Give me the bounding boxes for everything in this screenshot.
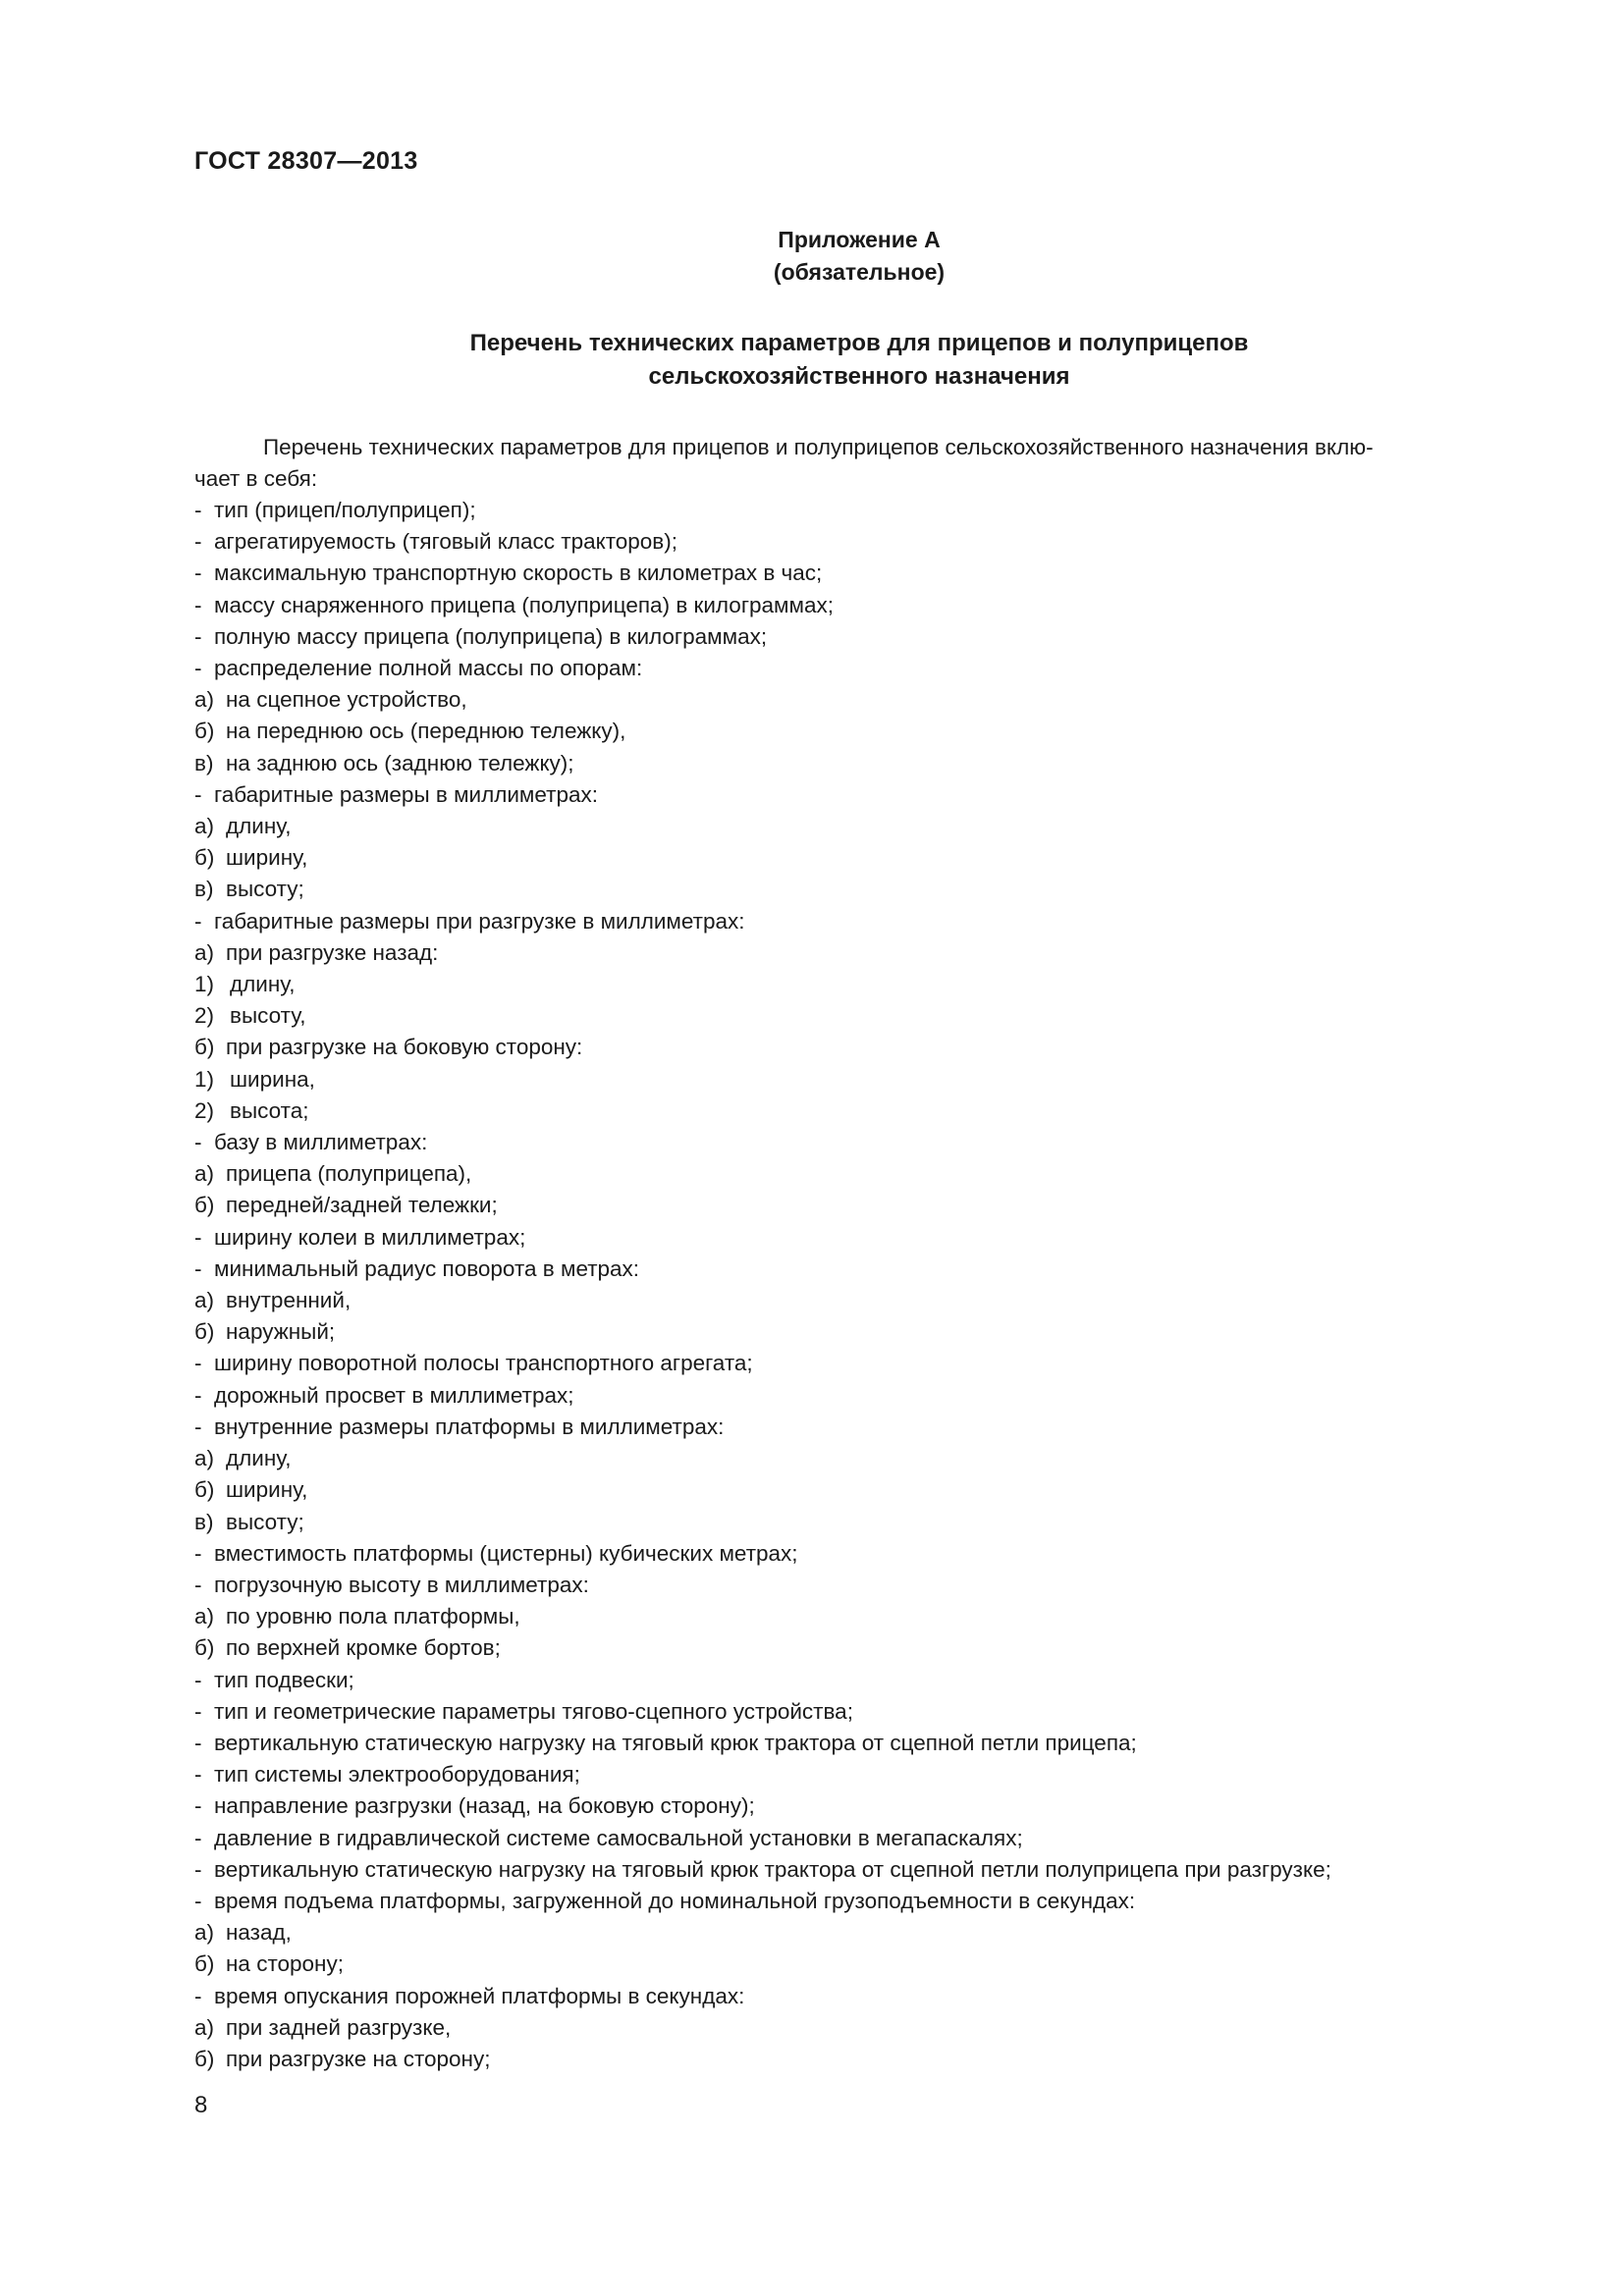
list-item-text: длину, <box>230 972 296 997</box>
list-marker: б) <box>194 2046 215 2071</box>
appendix-status: (обязательное) <box>773 259 946 285</box>
list-item <box>194 1538 1569 1570</box>
list-item-text: высоту, <box>230 1003 306 1029</box>
list-item-text: базу в миллиметрах: <box>214 1130 428 1155</box>
list-item-text: направление разгрузки (назад, на боковую сторону); <box>214 1793 755 1819</box>
list-marker: - <box>194 1255 202 1281</box>
list-item-text: длину, <box>226 1446 292 1471</box>
list-item-text: на заднюю ось (заднюю тележку); <box>226 750 574 775</box>
list-item-text: на переднюю ось (переднюю тележку), <box>226 719 626 744</box>
list-marker: - <box>194 1762 202 1788</box>
list-item-text: при разгрузке на боковую сторону: <box>226 1035 583 1060</box>
sub-list-item <box>194 2044 1569 2075</box>
list-marker: - <box>194 1667 202 1692</box>
sub-list-item <box>194 969 1569 1000</box>
sub-list-item <box>194 1000 1569 1032</box>
sub-list-item <box>194 811 1569 842</box>
list-item-text: по уровню пола платформы, <box>226 1604 520 1629</box>
sub-list-item <box>194 1285 1569 1316</box>
intro-line-2: чает в себя: <box>194 466 318 492</box>
sub-list-item <box>194 1032 1569 1063</box>
list-item <box>194 1665 1569 1696</box>
list-item <box>194 1790 1569 1822</box>
sub-list-item <box>194 1601 1569 1632</box>
list-marker: а) <box>194 687 215 713</box>
list-marker: 2) <box>194 1003 215 1029</box>
list-item-text: давление в гидравлической системе самосвальной установки в мегапаскалях; <box>214 1825 1023 1850</box>
sub-list-item <box>194 1632 1569 1664</box>
list-marker: - <box>194 1730 202 1755</box>
list-marker: 1) <box>194 972 215 997</box>
list-marker: - <box>194 781 202 807</box>
list-marker: б) <box>194 1193 215 1218</box>
list-marker: б) <box>194 1319 215 1345</box>
list-item-text: ширину, <box>226 845 308 871</box>
list-marker: б) <box>194 719 215 744</box>
list-item-text: по верхней кромке бортов; <box>226 1635 501 1661</box>
list-marker: а) <box>194 1161 215 1187</box>
sub-list-item <box>194 937 1569 969</box>
list-item-text: время опускания порожней платформы в секундах: <box>214 1983 745 2008</box>
list-marker: - <box>194 1414 202 1439</box>
list-item <box>194 779 1569 811</box>
list-marker: а) <box>194 1446 215 1471</box>
list-marker: - <box>194 1572 202 1597</box>
list-item <box>194 906 1569 937</box>
list-marker: 1) <box>194 1066 215 1092</box>
list-item <box>194 590 1569 621</box>
list-marker: а) <box>194 1288 215 1313</box>
list-item-text: длину, <box>226 814 292 839</box>
sub-list-item <box>194 842 1569 874</box>
sub-list-item <box>194 1474 1569 1506</box>
sub-list-item <box>194 2012 1569 2044</box>
list-marker: а) <box>194 814 215 839</box>
sub-list-item <box>194 1949 1569 1980</box>
section-title <box>0 327 1624 394</box>
list-item <box>194 1570 1569 1601</box>
list-item-text: тип (прицеп/полуприцеп); <box>214 498 476 522</box>
list-marker: - <box>194 1224 202 1250</box>
list-item-text: минимальный радиус поворота в метрах: <box>214 1255 640 1281</box>
list-item <box>194 1854 1569 1886</box>
sub-list-item <box>194 1507 1569 1538</box>
document-code: ГОСТ 28307—2013 <box>194 147 418 175</box>
list-item-text: высоту; <box>226 1509 304 1534</box>
list-item-text: ширину поворотной полосы транспортного агрегата; <box>214 1351 753 1376</box>
list-item-text: вместимость платформы (цистерны) кубических метрах; <box>214 1540 798 1566</box>
list-item-text: на сцепное устройство, <box>226 687 467 713</box>
list-item-text: время подъема платформы, загруженной до номинальной грузоподъемности в секундах: <box>214 1888 1136 1913</box>
list-item-text: передней/задней тележки; <box>226 1193 498 1218</box>
list-item-text: максимальную транспортную скорость в километрах в час; <box>214 561 823 586</box>
list-item-text: высота; <box>230 1097 309 1123</box>
list-marker: - <box>194 623 202 649</box>
list-marker: - <box>194 1130 202 1155</box>
sub-list-item <box>194 1316 1569 1348</box>
list-marker: а) <box>194 1604 215 1629</box>
list-item-text: при разгрузке на сторону; <box>226 2046 491 2071</box>
list-marker: б) <box>194 1477 215 1503</box>
list-marker: - <box>194 908 202 934</box>
list-item-text: габаритные размеры при разгрузке в миллиметрах: <box>214 908 745 934</box>
list-marker: - <box>194 1698 202 1724</box>
list-marker: б) <box>194 1035 215 1060</box>
list-item-text: тип системы электрооборудования; <box>214 1762 580 1788</box>
sub-list-item <box>194 1095 1569 1127</box>
list-marker: а) <box>194 939 215 965</box>
list-marker: - <box>194 529 202 555</box>
list-item-text: ширину колеи в миллиметрах; <box>214 1224 526 1250</box>
section-title-line-2: сельскохозяйственного назначения <box>648 363 1070 390</box>
sub-list-item <box>194 716 1569 747</box>
list-item <box>194 495 1569 526</box>
section-title-line-1: Перечень технических параметров для прицепов и полуприцепов <box>469 330 1249 356</box>
list-item-text: на сторону; <box>226 1951 344 1977</box>
list-marker: - <box>194 592 202 617</box>
list-item-text: вертикальную статическую нагрузку на тяговый крюк трактора от сцепной петли полуприцепа при разгрузке; <box>214 1856 1331 1882</box>
list-marker: - <box>194 561 202 586</box>
list-marker: - <box>194 1983 202 2008</box>
list-item <box>194 1412 1569 1443</box>
list-marker: в) <box>194 1509 214 1534</box>
list-item-text: агрегатируемость (тяговый класс тракторов); <box>214 529 677 555</box>
list-marker: б) <box>194 1635 215 1661</box>
list-item-text: распределение полной массы по опорам: <box>214 656 643 681</box>
list-marker: - <box>194 1351 202 1376</box>
list-item-text: внутренний, <box>226 1288 352 1313</box>
list-marker: в) <box>194 750 214 775</box>
list-item <box>194 653 1569 684</box>
list-marker: - <box>194 1540 202 1566</box>
sub-list-item <box>194 748 1569 779</box>
list-item-text: вертикальную статическую нагрузку на тяговый крюк трактора от сцепной петли прицепа; <box>214 1730 1137 1755</box>
list-item-text: погрузочную высоту в миллиметрах: <box>214 1572 589 1597</box>
appendix-title: Приложение А <box>778 227 941 252</box>
list-item-text: наружный; <box>226 1319 336 1345</box>
list-item <box>194 1759 1569 1790</box>
list-item <box>194 1254 1569 1285</box>
list-item <box>194 1380 1569 1412</box>
list-marker: - <box>194 1793 202 1819</box>
list-item <box>194 1981 1569 2012</box>
list-item-text: назад, <box>226 1920 292 1946</box>
intro-paragraph <box>194 432 1522 495</box>
page-number: 8 <box>194 2092 208 2118</box>
sub-list-item <box>194 874 1569 905</box>
list-marker: - <box>194 1856 202 1882</box>
sub-list-item <box>194 1190 1569 1221</box>
list-item-text: внутренние размеры платформы в миллиметрах: <box>214 1414 725 1439</box>
list-item <box>194 1886 1569 1917</box>
sub-list-item <box>194 1064 1569 1095</box>
list-item <box>194 1348 1569 1379</box>
list-item <box>194 1728 1569 1759</box>
sub-list-item <box>194 1443 1569 1474</box>
sub-list-item <box>194 684 1569 716</box>
list-marker: - <box>194 1888 202 1913</box>
list-item-text: тип и геометрические параметры тягово-сцепного устройства; <box>214 1698 853 1724</box>
list-item-text: ширину, <box>226 1477 308 1503</box>
list-item-text: тип подвески; <box>214 1667 354 1692</box>
list-marker: - <box>194 1382 202 1408</box>
list-marker: - <box>194 1825 202 1850</box>
list-item-text: дорожный просвет в миллиметрах; <box>214 1382 574 1408</box>
list-marker: а) <box>194 2014 215 2040</box>
parameter-list <box>194 495 1569 2075</box>
list-marker: б) <box>194 845 215 871</box>
list-item-text: высоту; <box>226 877 304 902</box>
list-marker: - <box>194 498 202 522</box>
list-item <box>194 621 1569 653</box>
sub-list-item <box>194 1158 1569 1190</box>
list-marker: а) <box>194 1920 215 1946</box>
list-item-text: габаритные размеры в миллиметрах: <box>214 781 599 807</box>
list-item <box>194 1823 1569 1854</box>
list-item-text: прицепа (полуприцепа), <box>226 1161 472 1187</box>
list-item <box>194 526 1569 558</box>
list-marker: в) <box>194 877 214 902</box>
sub-list-item <box>194 1917 1569 1949</box>
list-item-text: полную массу прицепа (полуприцепа) в килограммах; <box>214 623 768 649</box>
list-marker: - <box>194 656 202 681</box>
list-item <box>194 1696 1569 1728</box>
list-marker: 2) <box>194 1097 215 1123</box>
list-item-text: массу снаряженного прицепа (полуприцепа) в килограммах; <box>214 592 835 617</box>
list-item <box>194 558 1569 589</box>
list-item-text: при разгрузке назад: <box>226 939 439 965</box>
list-marker: б) <box>194 1951 215 1977</box>
list-item-text: при задней разгрузке, <box>226 2014 452 2040</box>
list-item-text: ширина, <box>230 1066 315 1092</box>
intro-line-1: Перечень технических параметров для прицепов и полуприцепов сельскохозяйственного назначения вклю- <box>263 435 1374 459</box>
appendix-heading <box>0 224 1624 289</box>
list-item <box>194 1127 1569 1158</box>
list-item <box>194 1222 1569 1254</box>
